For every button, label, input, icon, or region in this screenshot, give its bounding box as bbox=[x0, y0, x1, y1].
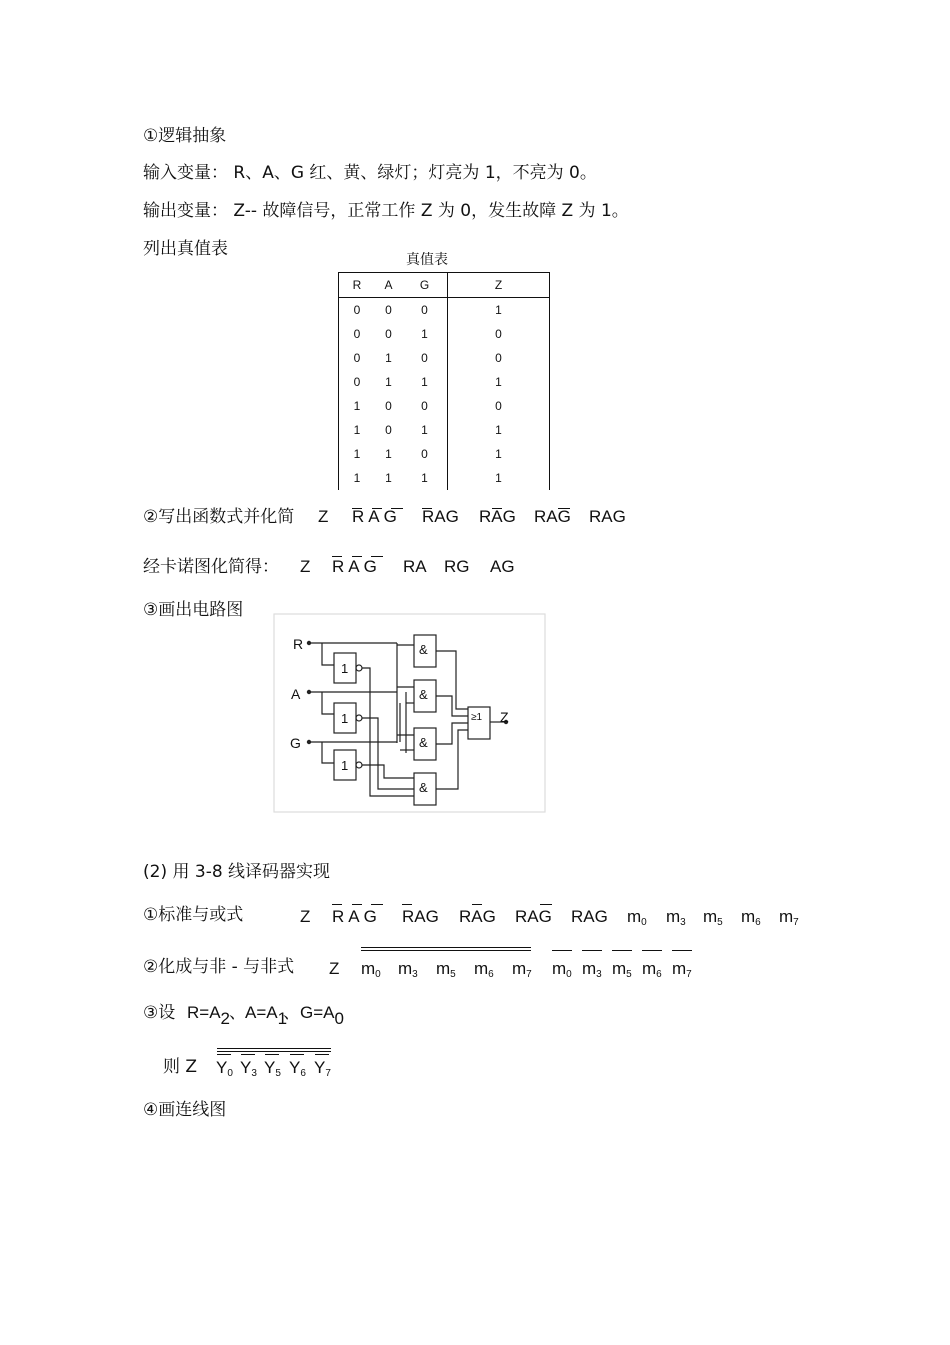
kmap-term-1: RAG bbox=[332, 557, 381, 576]
output-variables-line: 输出变量： Z-- 故障信号，正常工作 Z 为 0，发生故障 Z 为 1。 bbox=[143, 201, 629, 221]
output-y6: $Y_6$ bbox=[289, 1058, 306, 1079]
kmap-z: Z bbox=[300, 557, 311, 576]
assign-r: R=A2 bbox=[187, 1003, 231, 1028]
overbar bbox=[290, 1054, 304, 1055]
overbar bbox=[492, 508, 502, 509]
output-label-z: Z bbox=[500, 709, 509, 725]
minterm-m5: $m_5$ bbox=[703, 907, 723, 928]
nand-z: Z bbox=[329, 959, 340, 978]
step2-label: ②写出函数式并化简 bbox=[143, 507, 295, 527]
wire bbox=[322, 643, 334, 665]
truth-table bbox=[338, 272, 550, 490]
truth-table-caption: 真值表 bbox=[406, 252, 448, 268]
input-variables-line: 输入变量： R、A、G 红、黄、绿灯；灯亮为 1，不亮为 0。 bbox=[143, 163, 597, 183]
table-row: 0 0 0 1 bbox=[339, 298, 550, 323]
output-y0: $Y_0$ bbox=[216, 1058, 233, 1079]
nand2-m6: $m_6$ bbox=[642, 959, 662, 980]
std-term-1: RAG bbox=[332, 907, 381, 926]
std-term-4: RAG bbox=[515, 907, 552, 926]
overbar bbox=[672, 950, 692, 951]
assign-sep: 、 bbox=[229, 1003, 246, 1022]
overbar bbox=[391, 508, 403, 509]
overbar bbox=[315, 1054, 329, 1055]
overbar bbox=[217, 1051, 331, 1052]
nand-m6: $m_6$ bbox=[474, 959, 494, 980]
overbar bbox=[372, 508, 382, 509]
overbar bbox=[422, 508, 432, 509]
kmap-term-4: AG bbox=[490, 557, 515, 576]
nand2-m7: $m_7$ bbox=[672, 959, 692, 980]
and-gate-label: & bbox=[419, 780, 428, 795]
draw-wiring-label: ④画连线图 bbox=[143, 1100, 227, 1120]
step2-term-2: RAG bbox=[422, 507, 459, 526]
assign-sep: 、 bbox=[283, 1003, 300, 1022]
or-gate-label: ≥1 bbox=[471, 712, 483, 723]
kmap-term-2: RA bbox=[403, 557, 427, 576]
input-node bbox=[307, 690, 311, 694]
minterm-m6: $m_6$ bbox=[741, 907, 761, 928]
nand-m5: $m_5$ bbox=[436, 959, 456, 980]
header-r: R bbox=[339, 273, 376, 298]
table-row: 0 0 1 0 bbox=[339, 322, 550, 346]
not-gate-label: 1 bbox=[341, 661, 349, 676]
overbar bbox=[332, 556, 342, 557]
input-label-a: A bbox=[291, 686, 301, 702]
overbar bbox=[472, 904, 482, 905]
header-a: A bbox=[384, 278, 393, 292]
overbar bbox=[402, 904, 412, 905]
overbar bbox=[371, 904, 383, 905]
overbar bbox=[217, 1048, 331, 1049]
assign-label: ③设 bbox=[143, 1003, 176, 1023]
part2-heading: (2) 用 3-8 线译码器实现 bbox=[143, 862, 331, 882]
output-y3: $Y_3$ bbox=[240, 1058, 257, 1079]
and-gate-label: & bbox=[419, 687, 428, 702]
std-term-5: RAG bbox=[571, 907, 608, 926]
table-row: 0 1 1 1 bbox=[339, 370, 550, 394]
assign-g: G=A0 bbox=[300, 1003, 344, 1028]
minterm-m3: $m_3$ bbox=[666, 907, 686, 928]
overbar bbox=[371, 556, 383, 557]
overbar bbox=[582, 950, 602, 951]
input-label-r: R bbox=[293, 636, 304, 652]
step1-heading: ①逻辑抽象 bbox=[143, 126, 227, 146]
table-row: 1 0 0 0 bbox=[339, 394, 550, 418]
wire bbox=[436, 723, 468, 744]
kmap-label: 经卡诺图化简得： bbox=[143, 557, 279, 577]
nand-m0: $m_0$ bbox=[361, 959, 381, 980]
std-z: Z bbox=[300, 907, 311, 926]
overbar bbox=[361, 950, 531, 951]
overbar bbox=[612, 950, 632, 951]
std-term-3: RAG bbox=[459, 907, 496, 926]
nand-m3: $m_3$ bbox=[398, 959, 418, 980]
and-gate-label: & bbox=[419, 642, 428, 657]
overbar bbox=[265, 1054, 279, 1055]
not-bubble bbox=[356, 665, 362, 671]
step2-term-4: RAG bbox=[534, 507, 571, 526]
input-node bbox=[307, 740, 311, 744]
input-label-g: G bbox=[290, 735, 301, 751]
overbar bbox=[352, 904, 362, 905]
not-gate-label: 1 bbox=[341, 711, 349, 726]
list-truth-table-label: 列出真值表 bbox=[143, 239, 228, 259]
step3-heading: ③画出电路图 bbox=[143, 600, 244, 620]
not-gate-label: 1 bbox=[341, 758, 349, 773]
minterm-m0: $m_0$ bbox=[627, 907, 647, 928]
overbar bbox=[332, 904, 342, 905]
kmap-term-3: RG bbox=[444, 557, 470, 576]
step2-term-1: RAG bbox=[352, 507, 401, 526]
table-header-row bbox=[339, 273, 550, 298]
then-z-label: 则 Z bbox=[163, 1057, 198, 1077]
header-g: G bbox=[402, 273, 448, 298]
table-row: 1 1 1 1 bbox=[339, 466, 550, 490]
step2-z: Z bbox=[318, 507, 329, 526]
nand2-m3: $m_3$ bbox=[582, 959, 602, 980]
minterm-m7: $m_7$ bbox=[779, 907, 799, 928]
standard-form-label: ①标准与或式 bbox=[143, 905, 244, 925]
table-row: 1 1 0 1 bbox=[339, 442, 550, 466]
nand2-m5: $m_5$ bbox=[612, 959, 632, 980]
overbar bbox=[241, 1054, 255, 1055]
logic-circuit-diagram bbox=[272, 613, 547, 813]
overbar bbox=[352, 508, 362, 509]
header-z: Z bbox=[448, 273, 550, 298]
assign-a: A=A1 bbox=[245, 1003, 288, 1028]
std-term-2: RAG bbox=[402, 907, 439, 926]
and-gate-label: & bbox=[419, 735, 428, 750]
overbar bbox=[558, 508, 570, 509]
overbar bbox=[552, 950, 572, 951]
wire bbox=[436, 696, 468, 716]
nand-m7: $m_7$ bbox=[512, 959, 532, 980]
output-y5: $Y_5$ bbox=[264, 1058, 281, 1079]
overbar bbox=[361, 947, 531, 948]
not-bubble bbox=[356, 762, 362, 768]
table-row: 0 1 0 0 bbox=[339, 346, 550, 370]
wire bbox=[322, 692, 334, 714]
overbar bbox=[217, 1054, 231, 1055]
output-y7: $Y_7$ bbox=[314, 1058, 331, 1079]
overbar bbox=[642, 950, 662, 951]
wire bbox=[322, 742, 334, 763]
not-bubble bbox=[356, 715, 362, 721]
nand-form-label: ②化成与非 - 与非式 bbox=[143, 957, 295, 977]
nand2-m0: $m_0$ bbox=[552, 959, 572, 980]
table-row: 1 0 1 1 bbox=[339, 418, 550, 442]
overbar bbox=[540, 904, 552, 905]
input-node bbox=[307, 641, 311, 645]
step2-term-5: RAG bbox=[589, 507, 626, 526]
step2-term-3: RAG bbox=[479, 507, 516, 526]
overbar bbox=[352, 556, 362, 557]
